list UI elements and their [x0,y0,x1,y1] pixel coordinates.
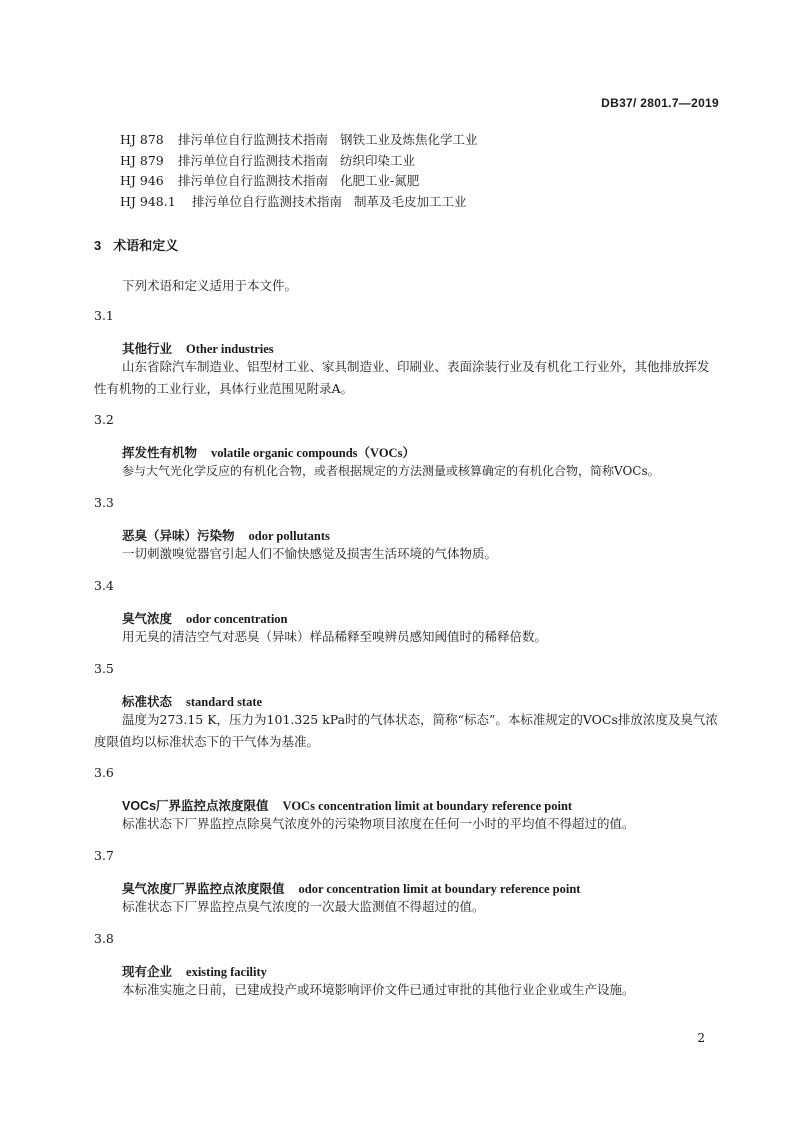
section-title: 术语和定义 [113,238,179,253]
page-number: 2 [697,1031,705,1045]
term-zh: VOCs厂界监控点浓度限值 [122,799,269,813]
section-heading [94,235,178,254]
term-zh: 臭气浓度 [122,612,173,626]
reference-code: HJ 879 [120,153,164,168]
term-heading [122,339,274,357]
reference-industry: 钢铁工业及炼焦化学工业 [340,132,478,147]
term-number: 3.1 [94,308,114,323]
term-number: 3.8 [94,931,114,946]
term-definition: 本标准实施之日前，已建成投产或环境影响评价文件已通过审批的其他行业企业或生产设施。 [122,982,635,997]
reference-line [120,171,419,189]
term-heading [122,962,267,980]
term-zh: 挥发性有机物 [122,446,198,460]
reference-line [120,192,467,210]
term-heading [122,526,330,544]
term-en: Other industries [186,342,274,356]
term-zh: 臭气浓度厂界监控点浓度限值 [122,882,285,896]
term-en: odor concentration [186,612,288,626]
term-number: 3.2 [94,412,114,427]
term-definition: 标准状态下厂界监控点除臭气浓度外的污染物项目浓度在任何一小时的平均值不得超过的值。 [122,816,635,831]
term-definition: 标准状态下厂界监控点臭气浓度的一次最大监测值不得超过的值。 [122,899,485,914]
reference-code: HJ 946 [120,173,164,188]
term-zh: 标准状态 [122,695,173,709]
standard-number: DB37/ 2801.7—2019 [601,96,719,110]
reference-code: HJ 878 [120,132,164,147]
term-zh: 恶臭（异味）污染物 [122,529,235,543]
term-number: 3.3 [94,495,114,510]
term-zh: 其他行业 [122,342,173,356]
term-definition: 一切刺激嗅觉器官引起人们不愉快感觉及损害生活环境的气体物质。 [122,546,498,561]
term-definition: 参与大气光化学反应的有机化合物，或者根据规定的方法测量或核算确定的有机化合物，简称VOCs。 [122,464,660,478]
term-heading [122,796,572,814]
term-definition: 用无臭的清洁空气对恶臭（异味）样品稀释至嗅辨员感知阈值时的稀释倍数。 [122,629,548,644]
term-en: odor pollutants [248,529,330,543]
reference-industry: 制革及毛皮加工工业 [354,194,467,209]
term-en: standard state [186,695,263,709]
reference-title: 排污单位自行监测技术指南 [192,194,343,209]
term-definition: 山东省除汽车制造业、铝型材工业、家具制造业、印刷业、表面涂装行业及有机化工行业外，其他排放挥发性有机物的工业行业，具体行业范围见附录A。 [94,359,710,396]
reference-industry: 纺织印染工业 [340,153,416,168]
term-en: VOCs concentration limit at boundary reference point [282,799,573,813]
term-heading [122,609,288,627]
term-heading [122,879,580,897]
reference-line [120,151,415,169]
reference-title: 排污单位自行监测技术指南 [178,153,329,168]
reference-line [120,130,478,148]
term-en: volatile organic compounds（VOCs） [211,446,415,460]
term-number: 3.6 [94,765,114,780]
term-heading [122,692,262,710]
section-intro: 下列术语和定义适用于本文件。 [122,278,298,293]
section-number: 3 [94,238,102,253]
term-heading [122,443,415,461]
term-zh: 现有企业 [122,965,173,979]
reference-code: HJ 948.1 [120,194,176,209]
term-en: existing facility [186,965,267,979]
reference-title: 排污单位自行监测技术指南 [178,132,329,147]
reference-industry: 化肥工业-氮肥 [340,173,420,188]
term-number: 3.7 [94,848,114,863]
reference-title: 排污单位自行监测技术指南 [178,173,329,188]
term-number: 3.5 [94,661,114,676]
term-number: 3.4 [94,578,114,593]
term-en: odor concentration limit at boundary reference point [298,882,581,896]
term-definition: 温度为273.15 K，压力为101.325 kPa时的气体状态，简称“标态”。本标准规定的VOCs排放浓度及臭气浓度限值均以标准状态下的干气体为基准。 [94,712,718,749]
